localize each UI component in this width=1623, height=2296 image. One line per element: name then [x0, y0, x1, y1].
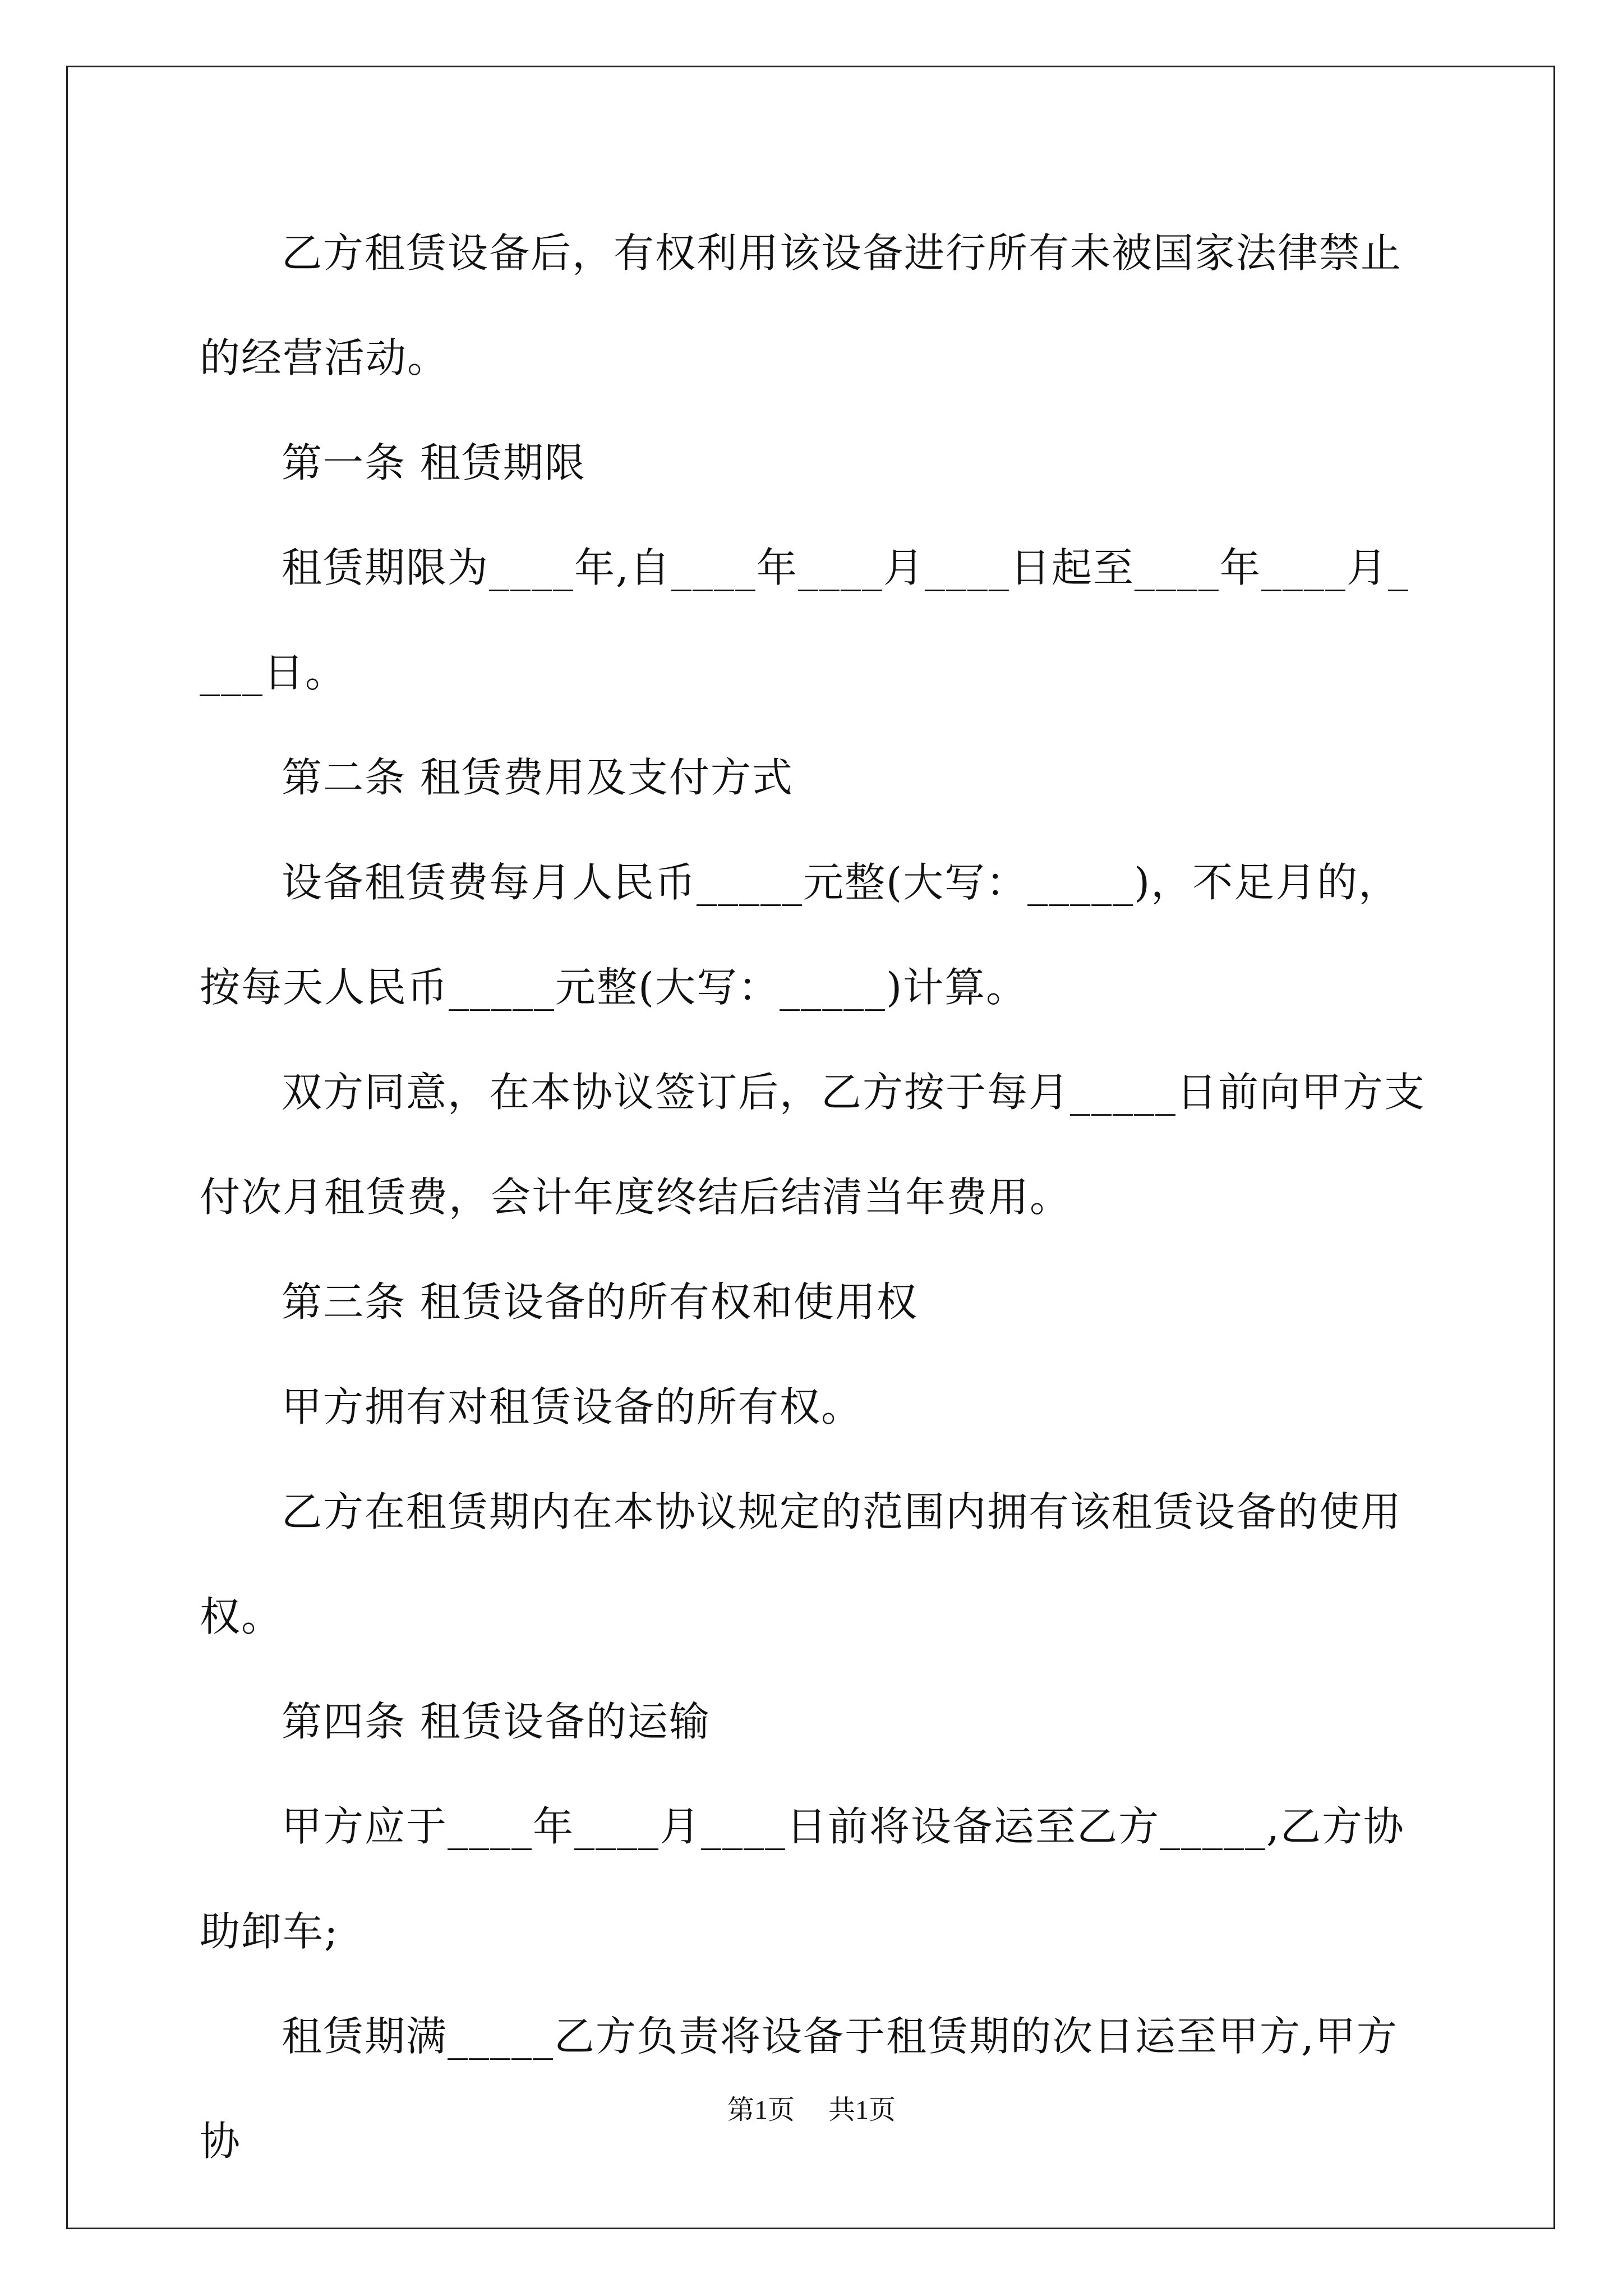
paragraph: 乙方在租赁期内在本协议规定的范围内拥有该租赁设备的使用权。: [200, 1488, 1403, 1640]
section-heading: 第四条 租赁设备的运输: [282, 1698, 711, 1745]
paragraph: 租赁期满_____乙方负责将设备于租赁期的次日运至甲方,甲方协: [200, 2013, 1398, 2165]
section-heading: 第三条 租赁设备的所有权和使用权: [282, 1278, 918, 1326]
page-total: 共1页: [828, 2095, 896, 2125]
page-number: 第1页: [727, 2095, 795, 2125]
paragraph: 乙方租赁设备后，有权利用该设备进行所有未被国家法律禁止的经营活动。: [200, 229, 1403, 381]
document-body: [200, 201, 1428, 2194]
paragraph: 租赁期限为____年,自____年____月____日起至____年____月____日。: [200, 544, 1409, 696]
section-heading: 第二条 租赁费用及支付方式: [282, 754, 794, 801]
paragraph: 甲方拥有对租赁设备的所有权。: [282, 1383, 863, 1430]
paragraph: 双方同意，在本协议签订后，乙方按于每月_____日前向甲方支付次月租赁费，会计年度终结后结清当年费用。: [200, 1069, 1426, 1221]
paragraph: 甲方应于____年____月____日前将设备运至乙方_____,乙方协助卸车;: [200, 1803, 1405, 1955]
section-heading: 第一条 租赁期限: [282, 439, 586, 486]
page-footer: [0, 2088, 1623, 2127]
paragraph: 设备租赁费每月人民币_____元整(大写：_____)，不足月的，按每天人民币_____元整(大写：_____)计算。: [200, 859, 1400, 1011]
